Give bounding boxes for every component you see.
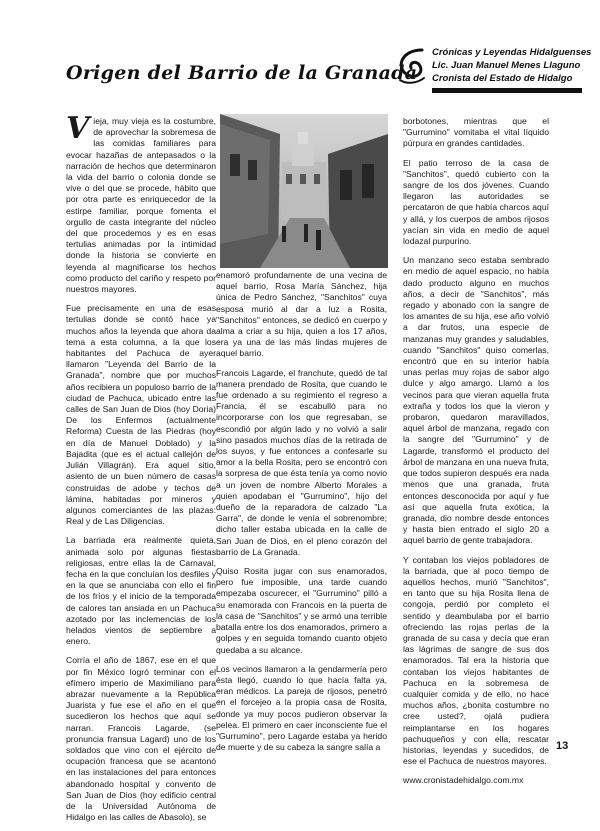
paragraph: Un manzano seco estaba sembrado en medio de aquel espacio, no había dado producto alguno en muchos años, a decir de "Sanchitos", más regado y abonado con la sangre de los amantes de su hija, ese año volvió a dar frutos, una especie de manzanas muy grandes y saludables, cuando "Sanchitos" quiso comerlas, encontró que en su interior había unas perlas muy rojas de sabor algo dulce y algo amargo. Llamó a los vecinos para que vieran aquella fruta extraña y todos los que la vieron y probaron, quedaron maravillados, aquel árbol de manzana, regado con la sangre del "Gurrumino" y de Lagarde, transformó el producto del árbol de manzana en una nueva fruta, que todos supieron después era nada menos que una granada, fruta entonces desconocida por aquí y fue así que aquella fruta exótica, la granada, dio nombre desde entonces y hasta bien entrado el siglo 20 a aquel barrio de gente trabajadora. — [403, 255, 549, 546]
paragraph: El patio terroso de la casa de "Sanchitos", quedó cubierto con la sangre de los dos jóvenes. Cuando llegaron las autoridades se percataron de que había charcos aquí y allá, y los cuerpos de ambos rijosos yacían sin vida en medio de aquel lodazal purpurino. — [403, 157, 549, 247]
paragraph: borbotones, mientras que el "Gurrumino" vomitaba el vital líquido púrpura en grandes cantidades. — [403, 116, 549, 149]
historic-street-photo — [220, 114, 388, 268]
page-number: 13 — [556, 740, 569, 752]
paragraph: enamoró profundamente de una vecina de aquel barrio, Rosa María Sánchez, hija única de Pedro Sánchez, "Sanchitos" cuya esposa murió al dar a luz a Rosita, "Sanchitos" entonces, se dedicó en cuerpo y alma a criar a su hija, quien a los 17 años, era ya una de las más lindas mujeres de aquel barrio. — [216, 270, 387, 359]
page-title: Origen del Barrio de la Granada — [66, 62, 418, 84]
article-column-2 — [216, 270, 387, 761]
paragraph — [66, 111, 216, 295]
series-name: Crónicas y Leyendas Hidalguenses — [432, 47, 592, 58]
paragraph: Los vecinos llamaron a la gendarmería pero ésta llegó, cuando lo que hacía falta ya, eran médicos. La pareja de rijosos, penetró en el forcejeo a la propia casa de Rosita, donde ya muy pocos pudieron observar la pelea. El primero en caer inconsciente fue el "Gurrumino", pero Lagarde estaba ya herido de muerte y de su cabeza la sangre salía a — [216, 663, 387, 753]
paragraph: Y contaban los viejos pobladores de la barriada, que al poco tiempo de aquellos hechos, murió "Sanchitos", en tanto que su hija Rosita llena de congoja, perdió por completo el sentido y deambulaba por el barrio ofreciendo las rojas perlas de la granada de su casa y decía que eran las lágrimas de sangre de sus dos enamorados. Tal era la historia que contaban los viejos habitantes de Pachuca en la sobremesa de cualquier comida y de ello, no hace muchos años, ¿bonita costumbre no cree usted?, ojalá pudiera reimplantarse en los hogares pachuqueños y con ella, rescatar historias, leyendas y sucedidos, de ese el Pachuca de nuestros mayores. — [403, 554, 549, 767]
drop-cap: V — [66, 111, 90, 146]
paragraph: Francois Lagarde, el franchute, quedó de tal manera prendado de Rosita, que cuando le fue ordenado a su regimiento el regreso a Francia, él se escabulló para no incorporarse con los que regresaban, se escondió por algún lado y no volvió a salir sino pasados muchos días de la retirada de los suyos, y fue entonces a confesarle su amor a la bella Rosita, pero se encontró con la sorpresa de que ésta tenía ya como novio a un joven de nombre Alberto Morales a quien apodaban el "Gurrumino", hijo del dueño de la reparadora de calzado "La Garra", de donde le venía el sobrenombre; dicho taller estaba ubicada en la calle de San Juan de Dios, en el pleno corazón del barrio de La Granada. — [216, 367, 387, 557]
paragraph: Quiso Rosita jugar con sus enamorados, pero fue imposible, una tarde cuando empezaba oscurecer, el "Gurrumino" pilló a su enamorada con Francois en la puerta de la casa de "Sanchitos" y se armó una terrible batalla entre los dos enamorados, primero a golpes y en seguida tomando cuanto objeto quedaba a su alcance. — [216, 566, 387, 655]
article-column-1 — [66, 111, 216, 831]
paragraph: Fue precisamente en una de esas tertulias donde se contó hace ya muchos años la leyenda que ahora da tema a esta columna, a la que los habitantes del Pachuca de ayer llamaron "Leyenda del Barrio de la Granada", nombre que por muchos años recibiera un populoso barrio de la ciudad de Pachuca, ubicado entre las calles de San Juan de Dios (hoy Doria) De los Enfermos (actualmente Reforma) Cuesta de las Piedras (hoy en día de Manuel Doblado) y la Bajadita (que es el actual callejón de Julián Villagrán). Era aquel sitio, asiento de un buen número de casas construidas de adobe y techos de lámina, habitadas por mineros y algunos comerciantes de las plazas: Real y de Las Diligencias. — [66, 303, 216, 527]
author-name: Lic. Juan Manuel Menes Llaguno — [432, 60, 581, 71]
column-header — [432, 46, 591, 85]
paragraph: Corría el año de 1867, ese en el que por fin México logró terminar con el efímero imperio de Maximiliano para abrazar nuevamente a la República Juarista y fue ese el año en el que sucedieron los hechos que aquí se narran. Francois Lagarde, (se pronuncia fransua Lagard) uno de los soldados que vino con el ejército de ocupación francesa que se acantonó en las instalaciones del para entonces abandonado hospital y convento de San Juan de Dios (hoy edificio central de la Universidad Autónoma de Hidalgo en las calles de Abasolo), se — [66, 655, 216, 823]
paragraph: La barriada era realmente quieta, animada solo por algunas fiestas religiosas, entre ellas la de Carnaval, fecha en la que concluían los desfiles y en la que se anunciaba con ello el fin de los fríos y el inicio de la temporada de calores tan ansiada en un Pachuca azotado por las inclemencias de los helados vientos de septiembre a enero. — [66, 535, 216, 647]
paragraph-text: ieja, muy vieja es la costumbre, de aprovechar la sobremesa de las comidas familiares para evocar hazañas de antepasados o la narración de hechos que determinaron la vida del barrio o colonia donde se vive o del que se procede, hábito que por otra parte es enriquecedor de la estirpe familiar, porque fomenta el orgullo de casta integrante del núcleo del que procedemos y es en esas tertulias animadas por la intimidad donde la historia se convierte en leyenda al magnificarse los hechos como producto del cariño y respeto por nuestros mayores. — [66, 116, 216, 295]
website-link[interactable]: www.cronistadehidalgo.com.mx — [403, 775, 524, 786]
swirl-ornament-icon — [392, 44, 434, 86]
article-column-3 — [403, 116, 549, 787]
author-role: Cronista del Estado de Hidalgo — [432, 73, 573, 84]
header-underline — [432, 88, 582, 93]
